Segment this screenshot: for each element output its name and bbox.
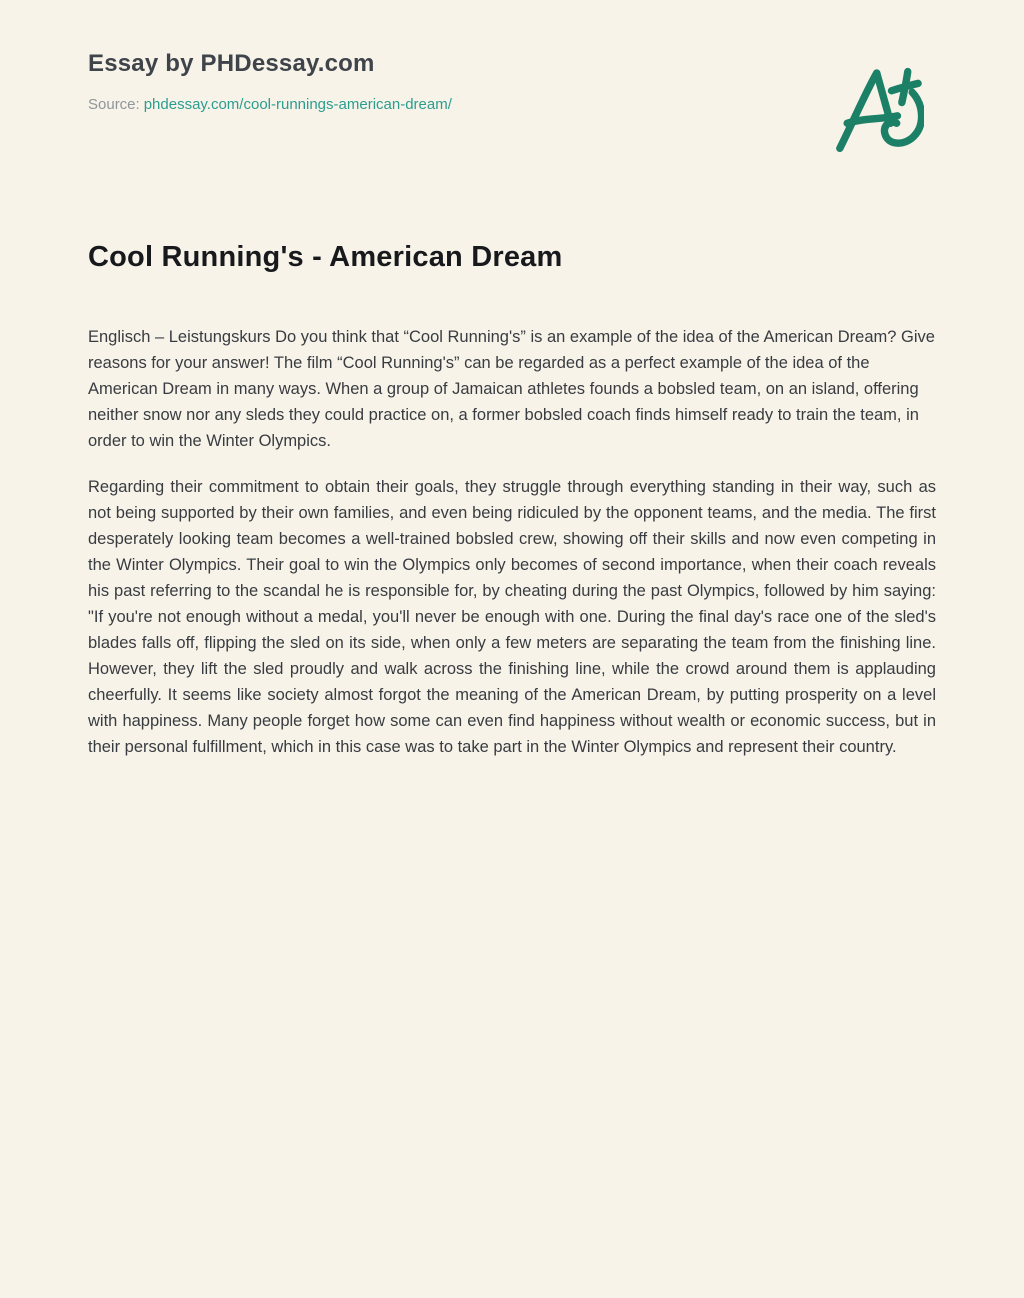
source-label: Source: xyxy=(88,96,140,113)
site-title: Essay by PHDessay.com xyxy=(88,50,375,77)
page-header xyxy=(88,50,936,165)
source-line xyxy=(88,96,452,113)
header-text xyxy=(88,50,452,113)
essay-content xyxy=(88,241,936,760)
essay-paragraph-1: Englisch – Leistungskurs Do you think that “Cool Running's” is an example of the idea of the American Dream? Give reasons for your answer! The film “Cool Running's” can be regarded as a perfect example of the idea of the American Dream in many ways. When a group of Jamaican athletes founds a bobsled team, on an island, offering neither snow nor any sleds they could practice on, a former bobsled coach finds himself ready to train the team, in order to win the Winter Olympics. xyxy=(88,328,935,450)
essay-title: Cool Running's - American Dream xyxy=(88,241,563,273)
essay-paragraph-2: Regarding their commitment to obtain their goals, they struggle through everything standing in their way, such as not being supported by their own families, and even being ridiculed by the opponent teams, and the media. The first desperately looking team becomes a well-trained bobsled crew, showing off their skills and now even competing in the Winter Olympics. Their goal to win the Olympics only becomes of second importance, when their coach reveals his past referring to the scandal he is responsible for, by cheating during the past Olympics, followed by him saying: "If you're not enough without a medal, you'll never be enough with one. During the final day's race one of the sled's blades falls off, flipping the sled on its side, when only a few meters are separating the team from the finishing line. However, they lift the sled proudly and walk across the finishing line, while the crowd around them is applauding cheerfully. It seems like society almost forgot the meaning of the American Dream, by putting prosperity on a level with happiness. Many people forget how some can even find happiness without wealth or economic success, but in their personal fulfillment, which in this case was to take part in the Winter Olympics and represent their country. xyxy=(88,478,936,756)
a-plus-logo-icon xyxy=(828,54,924,165)
source-link[interactable]: phdessay.com/cool-runnings-american-dream/ xyxy=(143,96,452,113)
